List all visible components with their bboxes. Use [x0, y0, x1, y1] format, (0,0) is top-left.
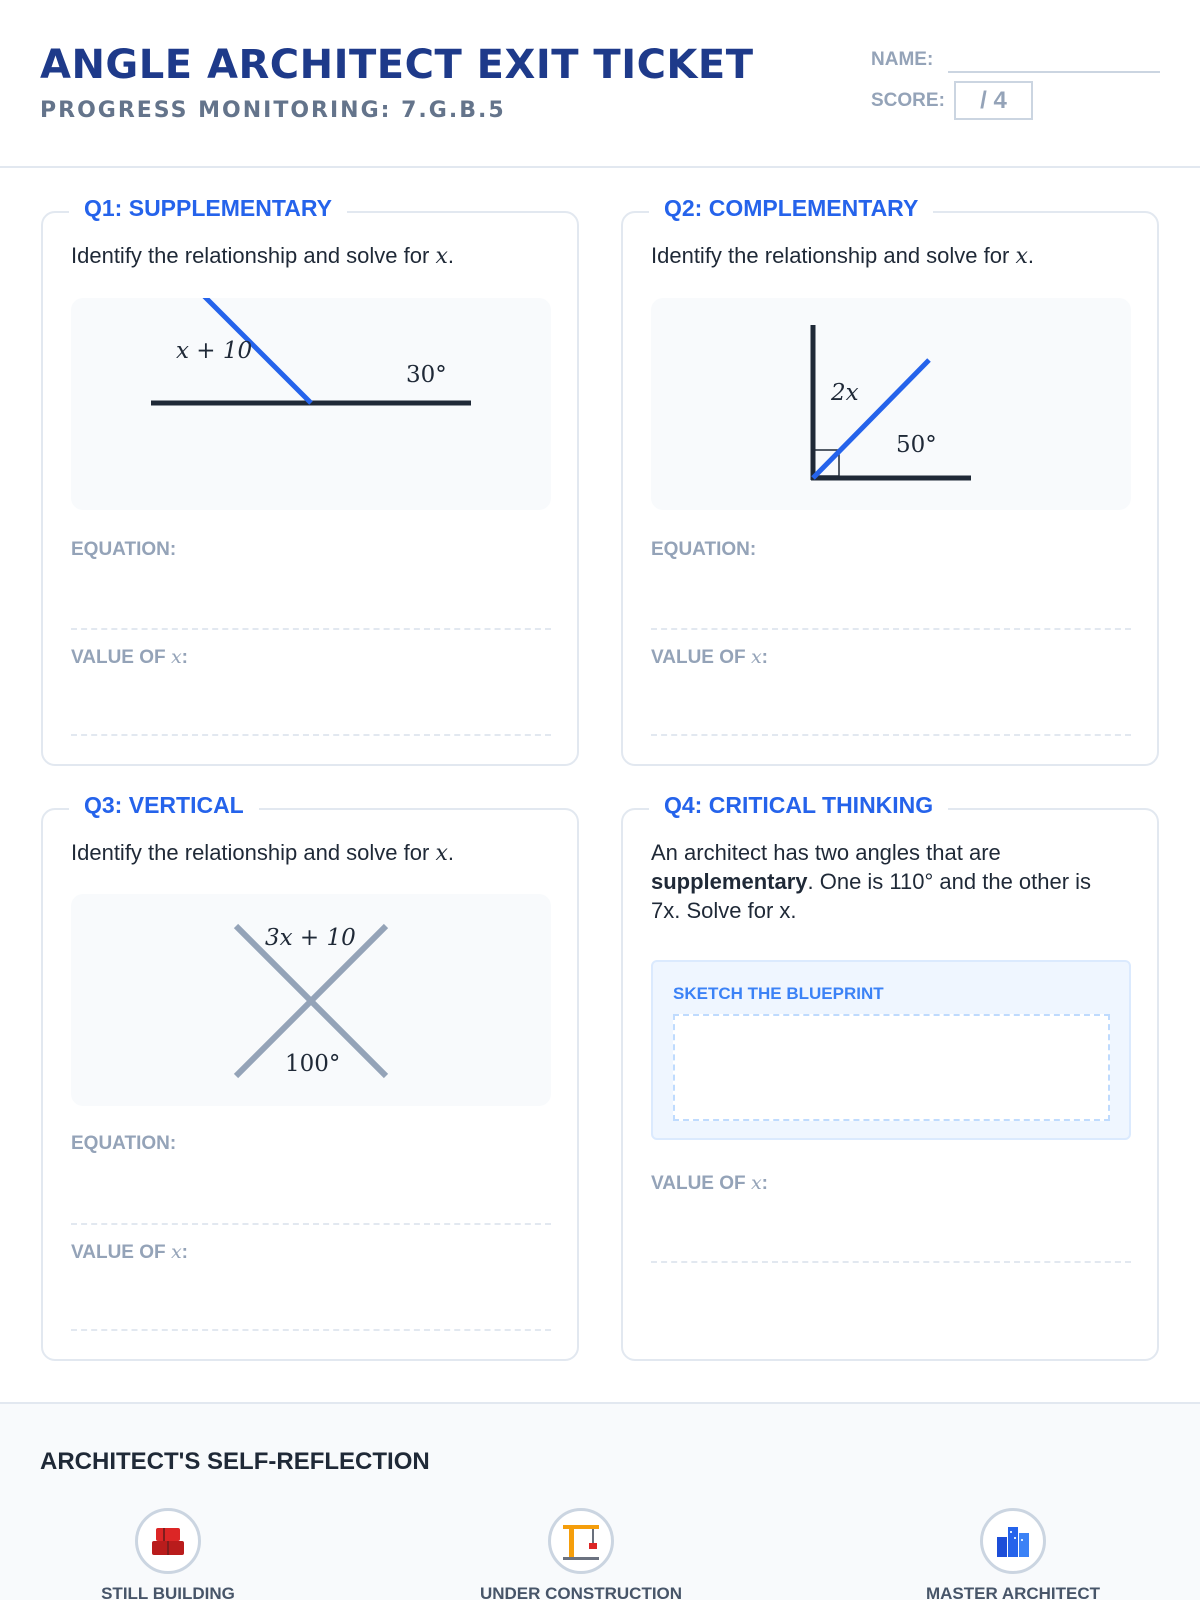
equation-label: EQUATION:: [71, 539, 177, 560]
value-answer-line[interactable]: [71, 1329, 551, 1331]
question-card-q1: [41, 195, 579, 766]
value-label: VALUE OF x:: [71, 1241, 188, 1263]
equation-answer-line[interactable]: [71, 628, 551, 630]
question-card-q3: [41, 792, 579, 1361]
sketch-panel: [651, 960, 1131, 1140]
page-title: ANGLE ARCHITECT EXIT TICKET: [40, 42, 754, 88]
angle-label-bottom: 100°: [285, 1051, 341, 1077]
question-card-q4: [621, 792, 1159, 1361]
score-label: SCORE:: [871, 90, 945, 111]
value-answer-line[interactable]: [651, 1261, 1131, 1263]
question-legend: Q3: VERTICAL: [69, 792, 259, 819]
crane-icon: [548, 1508, 614, 1574]
question-legend: Q2: COMPLEMENTARY: [649, 195, 933, 222]
bricks-icon: [135, 1508, 201, 1574]
page-header: [0, 0, 1200, 168]
question-prompt: Identify the relationship and solve for x.: [71, 243, 454, 269]
angle-label-left: x + 10: [176, 338, 253, 364]
value-label: VALUE OF x:: [651, 646, 768, 668]
sketch-area[interactable]: [673, 1014, 1110, 1121]
skyline-icon: [980, 1508, 1046, 1574]
reflection-title: ARCHITECT'S SELF-REFLECTION: [40, 1448, 430, 1475]
equation-label: EQUATION:: [71, 1133, 177, 1154]
score-field[interactable]: / 4: [954, 81, 1033, 120]
angle-diagram: [71, 298, 551, 510]
value-label: VALUE OF x:: [71, 646, 188, 668]
angle-label-top: 3x + 10: [265, 925, 356, 951]
question-legend: Q4: CRITICAL THINKING: [649, 792, 948, 819]
sketch-label: SKETCH THE BLUEPRINT: [673, 984, 884, 1003]
angle-ray: [813, 360, 929, 478]
equation-label: EQUATION:: [651, 539, 757, 560]
reflection-option-label: UNDER CONSTRUCTION: [479, 1584, 683, 1600]
name-label: NAME:: [871, 49, 934, 70]
equation-answer-line[interactable]: [71, 1223, 551, 1225]
page-subtitle: PROGRESS MONITORING: 7.G.B.5: [40, 98, 506, 123]
angle-label-right: 30°: [406, 362, 447, 388]
equation-answer-line[interactable]: [651, 628, 1131, 630]
reflection-option-label: STILL BUILDING: [101, 1584, 235, 1600]
question-prompt: An architect has two angles that are supplementary. One is 110° and the other is 7x. Solve for x.: [651, 840, 1092, 923]
angle-diagram: [651, 298, 1131, 510]
self-reflection-section: [0, 1402, 1200, 1600]
name-field[interactable]: [948, 71, 1160, 73]
question-prompt: Identify the relationship and solve for x.: [651, 243, 1034, 269]
angle-label-lower: 50°: [896, 432, 937, 458]
value-answer-line[interactable]: [651, 734, 1131, 736]
question-card-q2: [621, 195, 1159, 766]
angle-diagram: [71, 894, 551, 1106]
value-answer-line[interactable]: [71, 734, 551, 736]
question-prompt: Identify the relationship and solve for x.: [71, 840, 454, 866]
angle-label-upper: 2x: [831, 380, 859, 406]
reflection-option-label: MASTER ARCHITECT: [925, 1584, 1101, 1600]
value-label: VALUE OF x:: [651, 1172, 768, 1194]
question-legend: Q1: SUPPLEMENTARY: [69, 195, 347, 222]
